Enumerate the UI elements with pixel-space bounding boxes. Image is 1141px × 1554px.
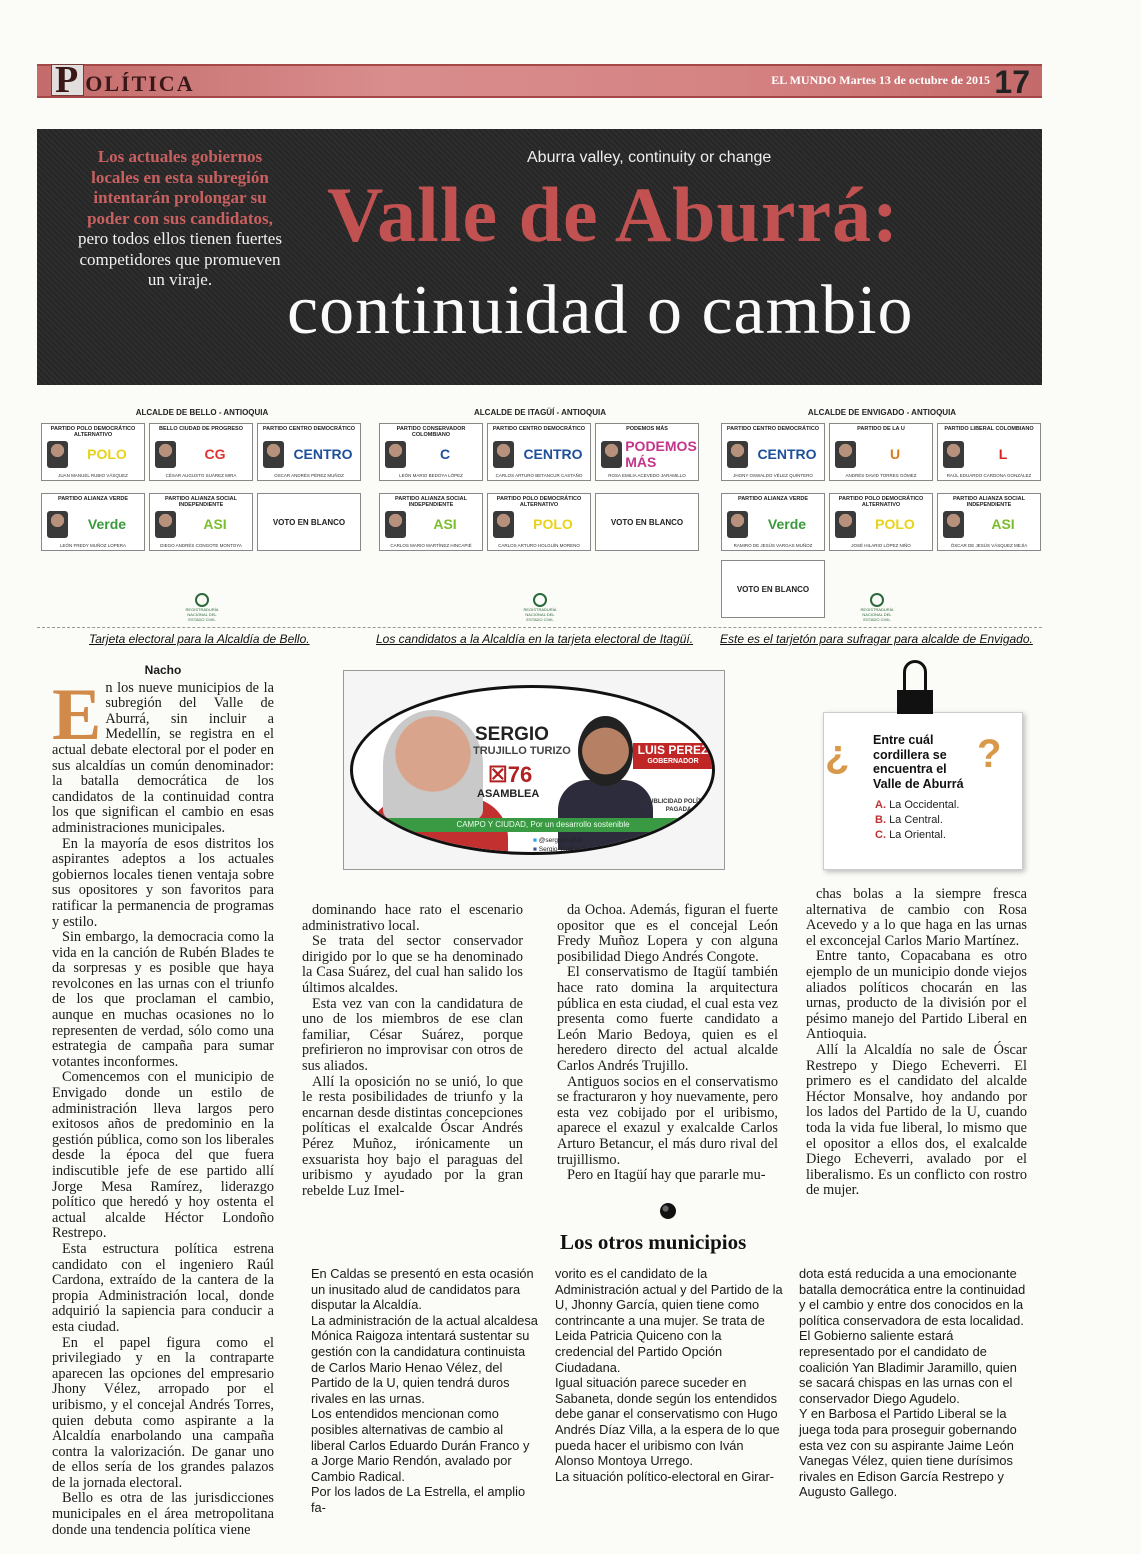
party-logo: POLO — [533, 516, 573, 532]
facebook-handle — [533, 845, 599, 854]
paragraph: Por los lados de La Estrella, el amplio fa- — [311, 1484, 526, 1515]
party-logo: ASI — [991, 516, 1015, 532]
party-name: PODEMOS MÁS — [626, 426, 668, 432]
option-text: La Oriental. — [889, 829, 946, 841]
question-mark-open: ¿ — [825, 732, 850, 776]
candidate-cell — [257, 423, 361, 481]
facebook-icon: ■ — [533, 846, 537, 853]
paragraph: La situación político-electoral en Girar- — [555, 1468, 775, 1484]
party-name: PARTIDO CONSERVADOR COLOMBIANO — [396, 426, 466, 438]
candidate-name: JUAN MANUEL RUBIO VÁSQUEZ — [58, 473, 128, 478]
candidate-cell — [829, 423, 933, 481]
ballot — [37, 405, 367, 620]
column-1-paragraphs — [52, 673, 274, 1539]
party-name: BELLO CIUDAD DE PROGRESO — [158, 426, 244, 432]
paragraph: Los entendidos mencionan como posibles alternativas de cambio al liberal Carlos Eduardo Durán Franco y a Jorge Mario Rendón, avalado por Cambio Radical. — [311, 1406, 530, 1484]
candidate-cell — [829, 493, 933, 551]
page-number: 17 — [994, 64, 1030, 100]
candidate-name: JOSÉ HILARIO LÓPEZ NIÑO — [851, 543, 911, 548]
paragraph: Allí la oposición no se unió, lo que le resta posibilidades de triunfo y la encarnan desde distintas concepciones políticas el exalcalde Óscar Andrés Pérez Muñoz, irónicamente un exsuarista hoy bajo el paraguas del uribismo y ayudado por la gran rebelde Luz Imel- — [302, 1073, 523, 1199]
question-mark-close: ? — [977, 732, 1002, 776]
paragraph: Igual situación parece suceder en Sabaneta, donde según los entendidos debe ganar el conservatismo con Hugo Andrés Díaz Villa, a la espera de lo que pueda hacer el uribismo con Iván Alonso Montoya Urrego. — [555, 1375, 780, 1469]
section-rest: OLÍTICA — [85, 71, 195, 96]
paragraph: Sin embargo, la democracia como la vida en la canción de Rubén Blades te da sorpresas y es posible que haya revolcones en las urnas con el triunfo de los que proclaman el cambio, aunque en muchas ocasiones no lo representen de verdad, sólo como una estrategia de campaña para sumar votantes inconformes. — [52, 929, 274, 1070]
english-subtitle: Aburra valley, continuity or change — [527, 149, 772, 166]
candidate-cell — [149, 423, 253, 481]
paragraph: El Gobierno saliente estará representado por el candidato de coalición Yan Bladimir Jaramillo, quien se sacará chispas en las urnas con el conservador Diego Agudelo. — [799, 1328, 1017, 1406]
byline: Nacho — [144, 663, 182, 677]
lead-highlight: Los actuales gobiernos locales en esta subregión intentarán prolongar su poder con sus candidatos, — [87, 147, 273, 228]
article-column-3 — [557, 903, 778, 1184]
candidate-photo — [263, 441, 284, 468]
candidate-name: JHONY OSWALDO VÉLEZ QUINTERO — [733, 473, 813, 478]
party-name: PARTIDO ALIANZA SOCIAL INDEPENDIENTE — [953, 496, 1025, 508]
candidate-name: DIEGO ANDRÉS CONGOTE MONTOYA — [160, 543, 242, 548]
candidate-photo — [727, 511, 748, 538]
article-column-2 — [302, 903, 523, 1199]
lead-paragraph — [75, 147, 285, 291]
candidate-cell — [487, 493, 591, 551]
article-column-4 — [806, 887, 1027, 1199]
paragraph: Esta estructura política estrena candidato con el ingeniero Raúl Cardona, extraído de la cantera de la propia Administración local, donde adquirió la sapiencia para conducir a esta ciudad. — [52, 1240, 274, 1335]
candidate-name: RAMIRO DE JESÚS VARGAS MUÑOZ — [733, 543, 813, 548]
candidate-1-name: SERGIO — [475, 724, 549, 745]
caption-envigado: Este es el tarjetón para sufragar para alcalde de Envigado. — [720, 632, 1033, 646]
candidate-cell — [41, 493, 145, 551]
blank-vote-label: VOTO EN BLANCO — [610, 517, 684, 527]
ballot — [717, 405, 1047, 620]
candidate-cell — [149, 493, 253, 551]
blank-vote-label: VOTO EN BLANCO — [736, 584, 810, 594]
ballot-title: ALCALDE DE BELLO - ANTIOQUIA — [135, 408, 269, 417]
candidate-1-office: ASAMBLEA — [477, 788, 540, 800]
blank-vote-cell — [721, 560, 825, 618]
candidate-name: CARLOS ARTURO BETANCUR CASTAÑO — [495, 473, 583, 478]
paragraph: En Caldas se presentó en esta ocasión un inusitado alud de candidatos para disputar la Alcaldía. — [311, 1266, 534, 1313]
paragraph: El conservatismo de Itagüí también hace rato domina la arquitectura pública en esta ciudad, el cual esta vez presenta como fuerte candidato a León Mario Bedoya, quien es el heredero directo del actual alcalde Carlos Andrés Trujillo. — [557, 964, 778, 1074]
ballot-title: ALCALDE DE ENVIGADO - ANTIOQUIA — [807, 408, 957, 417]
party-name: PARTIDO DE LA U — [857, 426, 905, 432]
party-logo: POLO — [87, 446, 127, 462]
sidebar-column-2 — [555, 1266, 783, 1484]
candidate-photo — [943, 441, 964, 468]
party-name: PARTIDO ALIANZA VERDE — [57, 496, 129, 502]
sidebar-column-1 — [311, 1266, 539, 1516]
party-logo: ASI — [433, 516, 457, 532]
candidate-name: ÓSCAR DE JESÚS VÁSQUEZ MEJÍA — [950, 543, 1028, 548]
candidate-photo — [943, 511, 964, 538]
candidate-name: LEÓN FREDY MUÑOZ LOPERA — [60, 543, 126, 548]
candidate-photo — [835, 511, 856, 538]
candidate-1-surname: TRUJILLO TURIZO — [473, 745, 571, 757]
paragraph: La administración de la actual alcaldesa Mónica Raigoza intentará sustentar su gestión con la candidatura continuista de Carlos Mario Henao Vélez, del Partido de la U, quien tendrá duros rivales en las urnas. — [311, 1312, 538, 1406]
candidate-photo — [493, 511, 514, 538]
candidate-cell — [595, 423, 699, 481]
paragraph: Pero en Itagüí hay que pararle mu- — [567, 1167, 766, 1184]
candidate-photo — [385, 441, 406, 468]
candidate-cell — [721, 493, 825, 551]
candidate-name: ROSA EMILIA ACEVEDO JARAMILLO — [608, 473, 686, 478]
paragraph: Y en Barbosa el Partido Liberal se la juega toda para proseguir gobernando esta vez con su aspirante Jaime León Vanegas Vélez, quien tiene durísimos rivales en Edison García Restrepo y Augusto Gallego. — [799, 1406, 1017, 1500]
paragraph: Se trata del sector conservador dirigido por lo que se ha denominado la Casa Suárez, del cual han salido los últimos alcaldes. — [302, 933, 523, 996]
candidate-2-photo — [578, 716, 633, 786]
headline-line-1: Valle de Aburrá: — [327, 171, 900, 258]
party-name: PARTIDO ALIANZA SOCIAL INDEPENDIENTE — [395, 496, 467, 508]
paragraph: vorito es el candidato de la Administración actual y del Partido de la U, Jhonny García, quien tiene como contrincante a una mujer. Se trata de Leida Patricia Quiceno con la credencial del Partido Opción Ciudadana. — [555, 1266, 783, 1375]
candidate-photo — [385, 511, 406, 538]
party-logo: CG — [204, 446, 226, 462]
party-logo: CENTRO — [293, 446, 353, 462]
sidebar-column-3 — [799, 1266, 1027, 1500]
caption-bello: Tarjeta electoral para la Alcaldía de Bello. — [89, 632, 310, 646]
candidate-name: LEÓN MARIO BEDOYA LÓPEZ — [399, 473, 463, 478]
party-name: PARTIDO POLO DEMOCRÁTICO ALTERNATIVO — [50, 426, 136, 438]
candidate-name: OSCAR ANDRÉS PÉREZ MUÑOZ — [274, 473, 344, 478]
section-initial: P — [51, 64, 84, 96]
option-letter: A. — [875, 799, 886, 811]
party-name: PARTIDO POLO DEMOCRÁTICO ALTERNATIVO — [496, 496, 582, 508]
drop-cap: E — [52, 673, 102, 756]
candidate-photo — [155, 511, 176, 538]
pin-icon — [660, 1203, 676, 1219]
seal-icon — [195, 593, 209, 607]
paragraph: Antiguos socios en el conservatismo se fracturaron y hoy nuevamente, pero esta vez cobijado por el uribismo, aparece el exazul y exalcalde Carlos Arturo Betancur, el más duro rival del trujillismo. — [557, 1073, 778, 1168]
paragraph: dominando hace rato el escenario administrativo local. — [302, 902, 523, 934]
option-letter: C. — [875, 829, 886, 841]
headline-banner — [37, 129, 1042, 385]
trivia-question: Entre cuál cordillera se encuentra el Valle de Aburrá — [873, 733, 964, 791]
party-name: PARTIDO CENTRO DEMOCRÁTICO — [262, 426, 356, 432]
candidate-name: CARLOS ARTURO HOLGUÍN MORENO — [498, 543, 580, 548]
registry-label: REGISTRADURÍA NACIONAL DEL ESTADO CIVIL — [523, 607, 557, 622]
ballot-title: ALCALDE DE ITAGÜÍ - ANTIOQUIA — [474, 408, 606, 417]
ad-slogan: CAMPO Y CIUDAD, Por un desarrollo sostenible — [383, 818, 703, 832]
twitter-handle — [533, 836, 599, 845]
option-letter: B. — [875, 814, 886, 826]
candidate-name: CÉSAR AUGUSTO SUÁREZ MIRA — [165, 473, 237, 478]
ballot-captions — [37, 627, 1042, 646]
party-logo: Verde — [87, 516, 127, 532]
paid-advertising-note: PUBLICIDAD POLÍTICA PAGADA — [645, 799, 712, 813]
registry-seal — [857, 593, 897, 622]
candidate-photo — [601, 441, 622, 468]
twitter-text: @sergiotrujillot — [538, 837, 582, 844]
candidate-2-label — [633, 743, 713, 769]
candidate-name: RAÚL EDUARDO CARDONA GONZÁLEZ — [946, 473, 1032, 478]
paragraph: Bello es otra de las jurisdicciones municipales en el área metropolitana donde una tendencia política viene — [52, 1490, 274, 1538]
paragraph: Esta vez van con la candidatura de uno de los miembros de ese clan familiar, César Suárez, porque prefirieron no improvisar con otros de sus aliados. — [302, 995, 523, 1074]
ballot-images — [37, 405, 1042, 625]
candidate-photo — [493, 441, 514, 468]
party-name: PARTIDO LIBERAL COLOMBIANO — [944, 426, 1034, 432]
candidate-2-office: GOBERNADOR — [647, 758, 699, 765]
trivia-option-c — [875, 828, 959, 843]
candidate-2-name: LUIS PEREZ — [637, 743, 709, 757]
paragraph: En la mayoría de esos distritos los aspirantes adeptos a los actuales gobiernos locales tienen ventaja sobre sus opositores y son favoritos para ratificar la permanencia de programas y estilo. — [52, 835, 274, 930]
party-name: PARTIDO CENTRO DEMOCRÁTICO — [726, 426, 820, 432]
twitter-icon: ■ — [533, 837, 537, 844]
section-masthead — [37, 59, 1042, 101]
trivia-options — [875, 798, 959, 843]
paragraph: dota está reducida a una emocionante batalla democrática entre la continuidad y el cambio y entre dos conocidos en la política conservadora de esta localidad. — [799, 1266, 1026, 1328]
facebook-text: Sergio-Trujillo-Turizo — [538, 846, 599, 853]
candidate-cell — [937, 423, 1041, 481]
candidate-cell — [41, 423, 145, 481]
candidate-photo — [727, 441, 748, 468]
party-name: PARTIDO ALIANZA SOCIAL INDEPENDIENTE — [165, 496, 237, 508]
registry-seal — [520, 593, 560, 622]
ad-oval — [350, 685, 715, 855]
candidate-cell — [379, 493, 483, 551]
seal-icon — [870, 593, 884, 607]
party-logo: CENTRO — [757, 446, 817, 462]
candidate-photo — [835, 441, 856, 468]
candidate-photo — [47, 511, 68, 538]
party-logo: Verde — [767, 516, 807, 532]
party-logo: PODEMOS MÁS — [625, 438, 697, 470]
caption-itagui: Los candidatos a la Alcaldía en la tarjeta electoral de Itagüí. — [376, 632, 694, 646]
party-logo: C — [439, 446, 451, 462]
paragraph: Allí la Alcaldía no sale de Óscar Restrepo y Diego Echeverri. El primero es el candidato del alcalde Héctor Monsalve, hoy andando por los lados del Partido de la U, cuando toda la vida fue liberal, lo mismo que el opositor a ellos dos, el exalcalde Diego Echeverri, avalado por el liberalismo. Es un conflicto con rostro de mujer. — [806, 1041, 1027, 1199]
lead-rest: pero todos ellos tienen fuertes competidores que promueven un viraje. — [78, 229, 282, 289]
party-logo: CENTRO — [523, 446, 583, 462]
party-logo: ASI — [203, 516, 227, 532]
paragraph: chas bolas a la siempre fresca alternativa de cambio con Rosa Acevedo y a lo que haga en las urnas el exconcejal Carlos Mario Martínez. — [806, 886, 1027, 949]
trivia-option-b — [875, 813, 959, 828]
trivia-option-a — [875, 798, 959, 813]
ad-social-links — [533, 836, 599, 854]
paragraph: Entre tanto, Copacabana es otro ejemplo de un municipio donde viejos aliados políticos chocarán en las urnas, producto de la división por el pésimo manejo del Partido Liberal en Antioquia. — [806, 948, 1027, 1043]
paragraph: Comencemos con el municipio de Envigado donde un estilo de administración lleva largos pero exitosos años de predominio en la gestión pública, como son los liberales desde la época del que fuera indiscutible jefe de ese partido allí Jorge Mesa Ramírez, liderazgo político que heredó y hoy ostenta el actual alcalde Héctor Londoño Restrepo. — [52, 1069, 274, 1242]
candidate-cell — [937, 493, 1041, 551]
seal-icon — [533, 593, 547, 607]
party-logo: L — [998, 446, 1008, 462]
binder-clip-icon — [897, 660, 933, 720]
blank-vote-label: VOTO EN BLANCO — [272, 517, 346, 527]
candidate-cell — [487, 423, 591, 481]
trivia-box — [815, 660, 1020, 870]
paragraph: da Ochoa. Además, figuran el fuerte opositor que es el concejal León Fredy Muñoz Lopera y con alguna posibilidad Diego Andrés Congote. — [557, 902, 778, 965]
registry-seal — [182, 593, 222, 622]
candidate-cell — [379, 423, 483, 481]
blank-vote-cell — [257, 493, 361, 551]
section-name — [51, 59, 195, 101]
ballot — [375, 405, 705, 620]
option-text: La Central. — [889, 814, 943, 826]
blank-vote-cell — [595, 493, 699, 551]
political-advertisement — [343, 670, 725, 870]
party-name: PARTIDO POLO DEMOCRÁTICO ALTERNATIVO — [838, 496, 924, 508]
party-name: PARTIDO CENTRO DEMOCRÁTICO — [492, 426, 586, 432]
headline-line-2: continuidad o cambio — [287, 272, 914, 349]
candidate-name: ANDRÉS DAVID TORRES GÓMEZ — [845, 473, 917, 478]
party-logo: POLO — [875, 516, 915, 532]
candidate-photo — [155, 441, 176, 468]
candidate-1-photo — [383, 710, 483, 820]
sidebar-title: Los otros municipios — [560, 1230, 747, 1254]
party-name: PARTIDO ALIANZA VERDE — [737, 496, 809, 502]
publication-date: EL MUNDO Martes 13 de octubre de 2015 — [771, 73, 990, 87]
candidate-name: CARLOS MARIO MARTÍNEZ HINCAPIÉ — [390, 543, 472, 548]
ballot-number: ☒76 — [488, 762, 533, 787]
article-column-1 — [52, 663, 274, 1538]
paragraph: En el papel figura como el privilegiado y en la contraparte aparecen las opciones del empresario Jhony Vélez, arropado por el uribismo, y el concejal Andrés Torres, quien debuta como aspirante a la Alcaldía enarbolando una campaña contra la valorización. De ganar uno de ellos sería de los grandes palazos de la jornada electoral. — [52, 1334, 274, 1491]
registry-label: REGISTRADURÍA NACIONAL DEL ESTADO CIVIL — [860, 607, 894, 622]
registry-label: REGISTRADURÍA NACIONAL DEL ESTADO CIVIL — [185, 607, 219, 622]
party-logo: U — [889, 446, 901, 462]
candidate-photo — [47, 441, 68, 468]
candidate-cell — [721, 423, 825, 481]
ballot-number-value: 76 — [507, 762, 533, 787]
option-text: La Occidental. — [889, 799, 960, 811]
paragraph: n los nueve municipios de la subregión del Valle de Aburrá, sin incluir a Medellín, se registra en el actual debate electoral por el poder en sus alcaldías un común denominador: la batalla democrática de los candidatos de la continuidad contra los que significan el cambio en esas administraciones municipales. — [52, 679, 274, 836]
